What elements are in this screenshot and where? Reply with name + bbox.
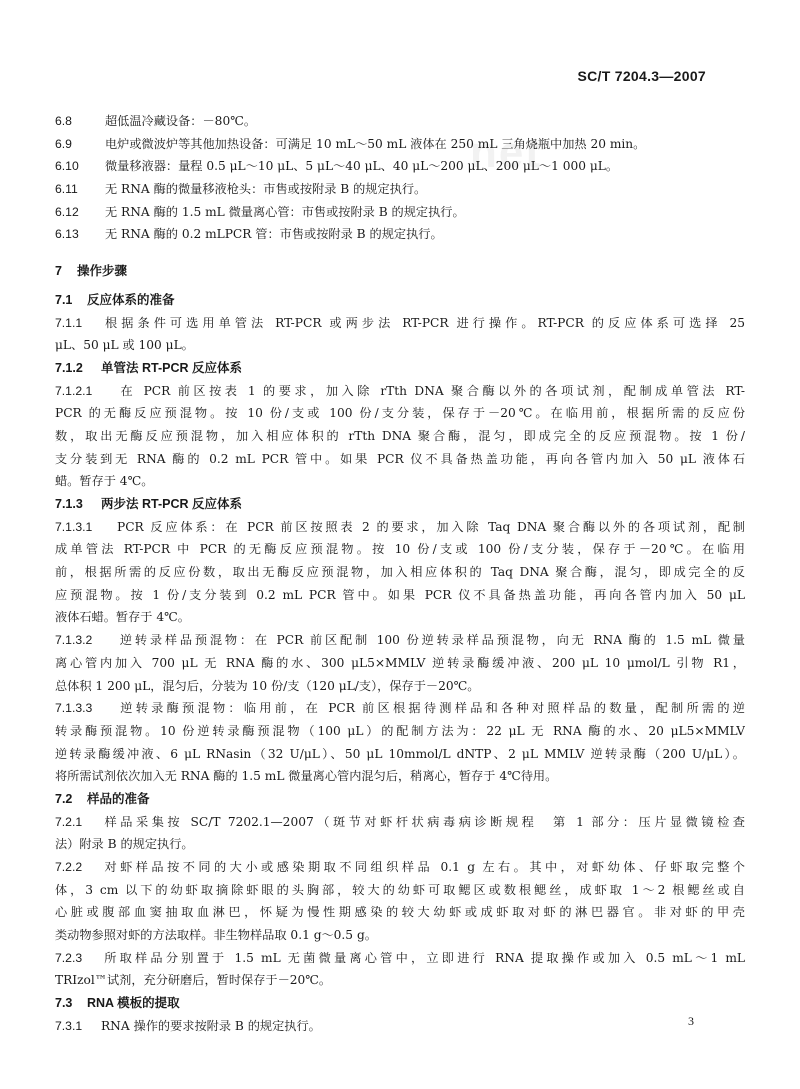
paragraph-line: 总体积 1 200 μL，混匀后，分装为 10 份/支（120 μL/支），保存于－20℃。 (55, 678, 480, 693)
clause-number: 6.8 (55, 114, 72, 128)
paragraph-line: 蜡。暂存于 4℃。 (55, 474, 154, 489)
clause-text: 无 RNA 酶的 0.2 mLPCR 管：市售或按附录 B 的规定执行。 (105, 227, 443, 242)
clause-number: 7.1.3.1 (55, 519, 93, 534)
paragraph-line: 体，3 cm 以下的幼虾取摘除虾眼的头胸部，较大的幼虾可取鳃区或数根鳃丝，成虾取 1～2 根鳃丝或自 (55, 882, 745, 897)
list-item (55, 110, 745, 133)
list-item (55, 201, 745, 224)
subsection-number: 7.1 (55, 292, 73, 307)
clause-number: 7.2.3 (55, 950, 83, 965)
subsection-heading (55, 357, 745, 380)
subsection-number: 7.2 (55, 791, 73, 806)
clause-text: 无 RNA 酶的 1.5 mL 微量离心管：市售或按附录 B 的规定执行。 (105, 204, 465, 219)
clause-number: 7.2.1 (55, 814, 83, 829)
paragraph-text: 样品采集按 SC/T 7202.1—2007（斑节对虾杆状病毒病诊断规程 第 1 部分：压片显微镜检查 (101, 814, 745, 829)
paragraph-line: 数，取出无酶反应预混物，加入相应体积的 rTth DNA 聚合酶，混匀，即成完全的反应预混物。按 1 份/ (55, 428, 745, 443)
subsection-heading (55, 788, 745, 811)
clause-text: 电炉或微波炉等其他加热设备：可满足 10 mL～50 mL 液体在 250 mL 三角烧瓶中加热 20 min。 (105, 136, 646, 151)
paragraph-line: 液体石蜡。暂存于 4℃。 (55, 610, 190, 625)
clause-number: 6.13 (55, 227, 79, 242)
paragraph-line: 应预混物。按 1 份/支分装到 0.2 mL PCR 管中。如果 PCR 仪不具备热盖功能，再向各管内加入 50 μL (55, 587, 745, 602)
paragraph-text: PCR 反应体系：在 PCR 前区按照表 2 的要求，加入除 Taq DNA 聚合酶以外的各项试剂，配制 (117, 519, 745, 534)
paragraph-line (55, 947, 745, 970)
paragraph-line (55, 516, 745, 539)
subsection-title: 反应体系的准备 (87, 292, 175, 307)
clause-number: 7.1.2.1 (55, 383, 93, 398)
document-body (55, 110, 745, 1038)
clause-text: 无 RNA 酶的微量移液枪头：市售或按附录 B 的规定执行。 (105, 182, 427, 197)
paragraph-text: RNA 操作的要求按附录 B 的规定执行。 (101, 1018, 321, 1033)
document-code-header: SC/T 7204.3—2007 (577, 68, 706, 84)
section-number: 7 (55, 264, 62, 279)
paragraph-text: 根据条件可选用单管法 RT-PCR 或两步法 RT-PCR 进行操作。RT-PCR 的反应体系可选择 25 (101, 315, 745, 330)
section-title: 操作步骤 (77, 264, 128, 279)
section-heading (55, 260, 745, 283)
subsection-heading (55, 493, 745, 516)
clause-number: 6.11 (55, 182, 78, 197)
clause-number: 7.1.3.3 (55, 701, 93, 716)
clause-number: 6.10 (55, 159, 79, 174)
clause-number: 6.9 (55, 136, 72, 151)
paragraph-line: 支分装到无 RNA 酶的 0.2 mL PCR 管中。如果 PCR 仪不具备热盖功能，再向各管内加入 50 μL 液体石 (55, 451, 745, 466)
subsection-title: RNA 模板的提取 (87, 996, 180, 1011)
watermark: net (470, 128, 542, 177)
paragraph-line: 将所需试剂依次加入无 RNA 酶的 1.5 mL 微量离心管内混匀后，稍离心，暂存于 4℃待用。 (55, 769, 558, 784)
paragraph-line (55, 629, 745, 652)
paragraph-text: 在 PCR 前区按表 1 的要求，加入除 rTth DNA 聚合酶以外的各项试剂，配制成单管法 RT- (117, 383, 745, 398)
paragraph-line: 心脏或腹部血窦抽取血淋巴，怀疑为慢性期感染的较大幼虾或成虾取对虾的淋巴器官。非对虾的甲壳 (55, 905, 745, 920)
clause-number: 7.1.1 (55, 315, 83, 330)
paragraph-line (55, 1015, 745, 1038)
paragraph-line: PCR 的无酶反应预混物。按 10 份/支或 100 份/支分装，保存于－20℃。在临用前，根据所需的反应份 (55, 406, 745, 421)
clause-text: 微量移液器：量程 0.5 μL～10 μL、5 μL～40 μL、40 μL～200 μL、200 μL～1 000 μL。 (105, 159, 619, 174)
list-item (55, 223, 745, 246)
clause-number: 6.12 (55, 204, 79, 219)
paragraph-line: 转录酶预混物。10 份逆转录酶预混物（100 μL）的配制方法为：22 μL 无 RNA 酶的水、20 μL5×MMLV (55, 723, 745, 738)
subsection-heading (55, 289, 745, 312)
subsection-heading (55, 992, 745, 1015)
subsection-number: 7.3 (55, 996, 73, 1011)
paragraph-line: TRIzol™试剂，充分研磨后，暂时保存于－20℃。 (55, 973, 332, 988)
paragraph-line (55, 697, 745, 720)
subsection-number: 7.1.2 (55, 360, 83, 375)
subsection-title: 样品的准备 (87, 791, 150, 806)
subsection-title: 单管法 RT-PCR 反应体系 (101, 360, 242, 375)
clause-text: 超低温冷藏设备：－80℃。 (105, 114, 257, 128)
paragraph-line: 类动物参照对虾的方法取样。非生物样品取 0.1 g～0.5 g。 (55, 928, 377, 943)
page-number: 3 (688, 1014, 694, 1028)
paragraph-line: 离心管内加入 700 μL 无 RNA 酶的水、300 μL5×MMLV 逆转录酶缓冲液、200 μL 10 μmol/L 引物 R1， (55, 655, 745, 670)
paragraph-line: μL、50 μL 或 100 μL。 (55, 338, 194, 353)
list-item (55, 133, 745, 156)
paragraph-line: 法）附录 B 的规定执行。 (55, 837, 194, 852)
paragraph-text: 对虾样品按不同的大小或感染期取不同组织样品 0.1 g 左右。其中，对虾幼体、仔虾取完整个 (101, 860, 745, 874)
paragraph-text: 逆转录样品预混物：在 PCR 前区配制 100 份逆转录样品预混物，向无 RNA 酶的 1.5 mL 微量 (117, 633, 745, 648)
paragraph-line (55, 312, 745, 335)
paragraph-line (55, 380, 745, 403)
paragraph-line: 成单管法 RT-PCR 中 PCR 的无酶反应预混物。按 10 份/支或 100 份/支分装，保存于－20℃。在临用 (55, 542, 745, 557)
list-item (55, 178, 745, 201)
clause-number: 7.1.3.2 (55, 633, 93, 648)
clause-number: 7.2.2 (55, 860, 83, 874)
paragraph-line (55, 811, 745, 834)
clause-number: 7.3.1 (55, 1018, 83, 1033)
subsection-number: 7.1.3 (55, 497, 83, 511)
list-item (55, 155, 745, 178)
paragraph-line: 前，根据所需的反应份数，取出无酶反应预混物，加入相应体积的 Taq DNA 聚合酶，混匀，即成完全的反 (55, 565, 745, 580)
paragraph-text: 逆转录酶预混物：临用前，在 PCR 前区根据待测样品和各种对照样品的数量，配制所需的逆 (117, 701, 745, 716)
paragraph-text: 所取样品分别置于 1.5 mL 无菌微量离心管中，立即进行 RNA 提取操作或加入 0.5 mL～1 mL (101, 950, 745, 965)
paragraph-line: 逆转录酶缓冲液、6 μL RNasin（32 U/μL）、50 μL 10mmol/L dNTP、2 μL MMLV 逆转录酶（200 U/μL）。 (55, 746, 745, 761)
subsection-title: 两步法 RT-PCR 反应体系 (101, 497, 242, 511)
paragraph-line (55, 856, 745, 879)
